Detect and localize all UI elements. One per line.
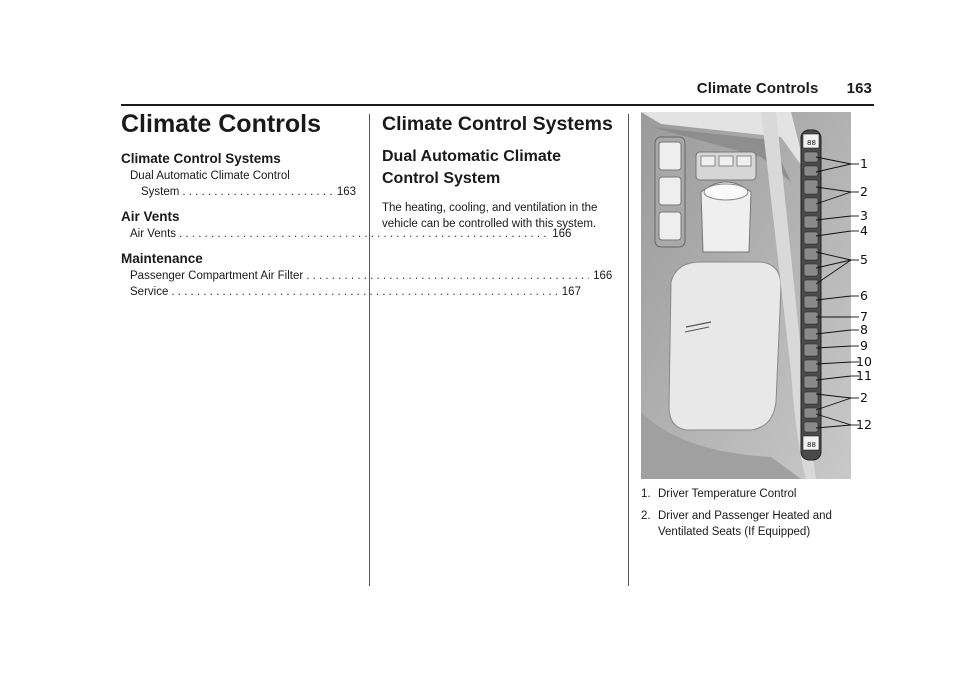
toc-entry[interactable] [121, 226, 572, 242]
callout-number: 10 [856, 354, 872, 369]
callout-number: 12 [856, 417, 872, 432]
toc-group-heading: Maintenance [121, 251, 203, 266]
callout-number: 5 [860, 252, 868, 267]
toc-entry-text: Service [130, 286, 169, 298]
callout-number: 11 [856, 368, 872, 383]
toc-entry[interactable] [121, 268, 613, 284]
console-illustration [641, 112, 851, 479]
toc-entry-line: Dual Automatic Climate Control [130, 170, 290, 182]
toc-entry-line [121, 284, 581, 300]
toc-page-number: 163 [336, 186, 356, 198]
main-column [382, 110, 617, 232]
legend-number: 1. [641, 488, 651, 500]
toc-entry[interactable] [121, 168, 356, 200]
dot-leader [182, 184, 333, 200]
legend-text: Driver and Passenger Heated and Ventilated Seats (If Equipped) [658, 510, 832, 538]
legend-item [641, 508, 876, 540]
toc-group-heading: Climate Control Systems [121, 151, 281, 166]
section-title: Climate Control Systems [382, 113, 613, 135]
toc-entry-text: System [141, 186, 180, 198]
column-divider [369, 114, 370, 586]
callout-number: 4 [860, 223, 868, 238]
toc-page-number: 166 [552, 228, 572, 240]
toc-entry-text: Air Vents [130, 228, 177, 240]
callout-legend [641, 486, 876, 546]
toc-page-number: 167 [561, 286, 581, 298]
subsection-title: Dual Automatic Climate Control System [382, 148, 561, 187]
toc-group-heading: Air Vents [121, 209, 180, 224]
toc-page-number: 166 [593, 270, 613, 282]
panel-top-label: 88 [807, 139, 816, 147]
toc-entry[interactable] [121, 284, 581, 300]
callout-number: 1 [860, 156, 868, 171]
callout-number: 2 [860, 390, 868, 405]
legend-number: 2. [641, 510, 651, 522]
console-drawing [641, 112, 851, 479]
header-section-name: Climate Controls [696, 80, 819, 97]
toc-entry-line [130, 184, 356, 200]
dot-leader [306, 268, 589, 284]
legend-item [641, 486, 876, 502]
toc-entry-line [121, 268, 612, 284]
body-paragraph: The heating, cooling, and ventilation in the vehicle can be controlled with this system. [382, 202, 598, 230]
callout-number: 6 [860, 288, 868, 303]
callout-number: 7 [860, 309, 868, 324]
callout-number: 8 [860, 322, 868, 337]
callout-number: 9 [860, 338, 868, 353]
callout-number: 2 [860, 184, 868, 199]
running-header [697, 80, 872, 97]
toc-group [121, 151, 356, 200]
column-divider [628, 114, 629, 586]
panel-bottom-label: 88 [807, 441, 816, 449]
climate-control-figure [641, 112, 873, 479]
callout-number: 3 [860, 208, 868, 223]
toc-entry-text: Passenger Compartment Air Filter [130, 270, 304, 282]
chapter-title: Climate Controls [121, 110, 322, 138]
header-rule [121, 104, 874, 106]
dot-leader [171, 284, 558, 300]
toc-group [121, 251, 613, 300]
header-page-number: 163 [846, 80, 872, 97]
legend-text: Driver Temperature Control [658, 488, 797, 500]
